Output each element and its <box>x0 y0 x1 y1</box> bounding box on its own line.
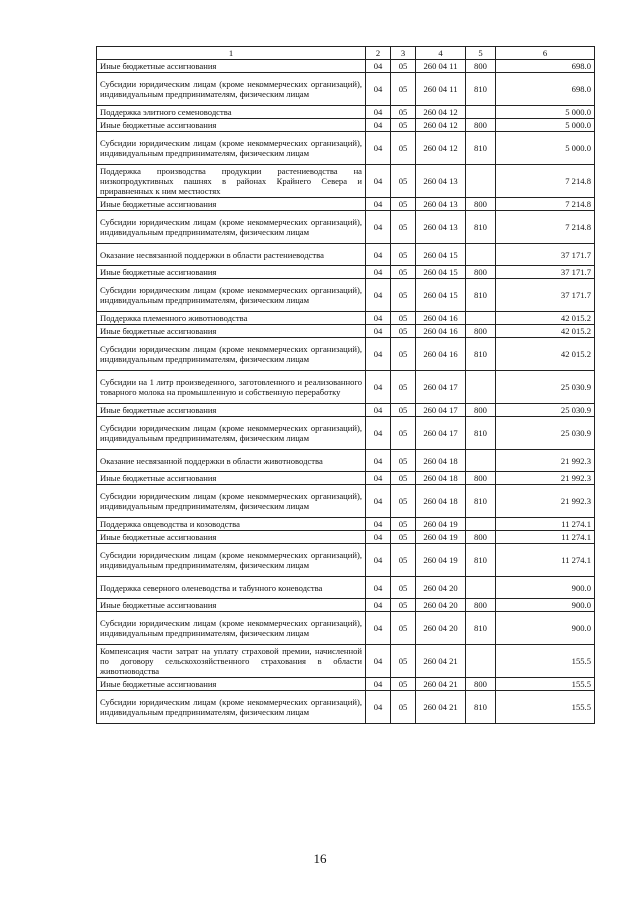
row-subsection-cell: 05 <box>391 73 416 106</box>
table-row <box>97 544 595 577</box>
row-target-code-cell: 260 04 16 <box>416 312 466 325</box>
budget-table <box>96 46 595 724</box>
row-expense-type-cell: 810 <box>466 73 496 106</box>
row-amount-cell: 37 171.7 <box>496 279 595 312</box>
row-name-cell: Иные бюджетные ассигнования <box>97 325 366 338</box>
table-row <box>97 211 595 244</box>
row-amount-cell: 7 214.8 <box>496 211 595 244</box>
row-amount-cell: 698.0 <box>496 60 595 73</box>
row-section-cell: 04 <box>366 312 391 325</box>
row-amount-cell: 42 015.2 <box>496 338 595 371</box>
row-name-cell: Поддержка овцеводства и козоводства <box>97 518 366 531</box>
row-name-cell: Субсидии на 1 литр произведенного, заготовленного и реализованного товарного молока на промышленную и собственную переработку <box>97 371 366 404</box>
row-amount-cell: 37 171.7 <box>496 244 595 266</box>
row-subsection-cell: 05 <box>391 279 416 312</box>
row-target-code-cell: 260 04 17 <box>416 417 466 450</box>
row-amount-cell: 42 015.2 <box>496 312 595 325</box>
row-subsection-cell: 05 <box>391 472 416 485</box>
row-subsection-cell: 05 <box>391 244 416 266</box>
table-row <box>97 338 595 371</box>
row-expense-type-cell: 800 <box>466 599 496 612</box>
row-target-code-cell: 260 04 13 <box>416 165 466 198</box>
row-target-code-cell: 260 04 12 <box>416 132 466 165</box>
row-expense-type-cell <box>466 106 496 119</box>
row-expense-type-cell <box>466 518 496 531</box>
row-target-code-cell: 260 04 18 <box>416 485 466 518</box>
row-name-cell: Оказание несвязанной поддержки в области растениеводства <box>97 244 366 266</box>
row-section-cell: 04 <box>366 60 391 73</box>
table-row <box>97 371 595 404</box>
row-expense-type-cell: 800 <box>466 472 496 485</box>
row-name-cell: Субсидии юридическим лицам (кроме некоммерческих организаций), индивидуальным предпринимателям, физическим лицам <box>97 612 366 645</box>
table-row <box>97 106 595 119</box>
table-row <box>97 119 595 132</box>
row-section-cell: 04 <box>366 417 391 450</box>
row-expense-type-cell: 810 <box>466 485 496 518</box>
row-amount-cell: 11 274.1 <box>496 531 595 544</box>
table-row <box>97 678 595 691</box>
row-target-code-cell: 260 04 16 <box>416 325 466 338</box>
row-section-cell: 04 <box>366 338 391 371</box>
row-target-code-cell: 260 04 12 <box>416 106 466 119</box>
row-name-cell: Субсидии юридическим лицам (кроме некоммерческих организаций), индивидуальным предпринимателям, физическим лицам <box>97 338 366 371</box>
row-target-code-cell: 260 04 11 <box>416 60 466 73</box>
row-section-cell: 04 <box>366 485 391 518</box>
row-amount-cell: 155.5 <box>496 645 595 678</box>
row-subsection-cell: 05 <box>391 211 416 244</box>
header-cell-6: 6 <box>496 47 595 60</box>
row-name-cell: Субсидии юридическим лицам (кроме некоммерческих организаций), индивидуальным предпринимателям, физическим лицам <box>97 279 366 312</box>
row-subsection-cell: 05 <box>391 371 416 404</box>
table-row <box>97 518 595 531</box>
row-section-cell: 04 <box>366 577 391 599</box>
row-amount-cell: 37 171.7 <box>496 266 595 279</box>
row-amount-cell: 21 992.3 <box>496 485 595 518</box>
row-target-code-cell: 260 04 13 <box>416 198 466 211</box>
row-name-cell: Иные бюджетные ассигнования <box>97 678 366 691</box>
row-section-cell: 04 <box>366 371 391 404</box>
row-name-cell: Поддержка элитного семеноводства <box>97 106 366 119</box>
row-expense-type-cell: 810 <box>466 691 496 724</box>
row-subsection-cell: 05 <box>391 577 416 599</box>
row-section-cell: 04 <box>366 165 391 198</box>
row-amount-cell: 25 030.9 <box>496 417 595 450</box>
header-cell-2: 2 <box>366 47 391 60</box>
row-subsection-cell: 05 <box>391 266 416 279</box>
row-subsection-cell: 05 <box>391 678 416 691</box>
row-subsection-cell: 05 <box>391 325 416 338</box>
row-subsection-cell: 05 <box>391 198 416 211</box>
row-amount-cell: 900.0 <box>496 577 595 599</box>
table-row <box>97 244 595 266</box>
row-expense-type-cell: 800 <box>466 198 496 211</box>
row-expense-type-cell: 810 <box>466 132 496 165</box>
row-amount-cell: 7 214.8 <box>496 198 595 211</box>
row-amount-cell: 155.5 <box>496 678 595 691</box>
row-subsection-cell: 05 <box>391 132 416 165</box>
row-amount-cell: 5 000.0 <box>496 132 595 165</box>
row-name-cell: Субсидии юридическим лицам (кроме некоммерческих организаций), индивидуальным предпринимателям, физическим лицам <box>97 73 366 106</box>
row-subsection-cell: 05 <box>391 518 416 531</box>
row-expense-type-cell <box>466 165 496 198</box>
row-target-code-cell: 260 04 21 <box>416 645 466 678</box>
table-row <box>97 325 595 338</box>
row-section-cell: 04 <box>366 691 391 724</box>
row-target-code-cell: 260 04 19 <box>416 518 466 531</box>
row-section-cell: 04 <box>366 266 391 279</box>
row-target-code-cell: 260 04 11 <box>416 73 466 106</box>
row-name-cell: Оказание несвязанной поддержки в области животноводства <box>97 450 366 472</box>
row-name-cell: Субсидии юридическим лицам (кроме некоммерческих организаций), индивидуальным предпринимателям, физическим лицам <box>97 417 366 450</box>
row-section-cell: 04 <box>366 119 391 132</box>
row-section-cell: 04 <box>366 518 391 531</box>
table-row <box>97 577 595 599</box>
row-name-cell: Иные бюджетные ассигнования <box>97 60 366 73</box>
row-target-code-cell: 260 04 20 <box>416 612 466 645</box>
table-row <box>97 645 595 678</box>
row-target-code-cell: 260 04 19 <box>416 544 466 577</box>
row-name-cell: Поддержка производства продукции растениеводства на низкопродуктивных пашнях в районах Крайнего Севера и приравненных к ним местностях <box>97 165 366 198</box>
row-subsection-cell: 05 <box>391 106 416 119</box>
row-name-cell: Иные бюджетные ассигнования <box>97 472 366 485</box>
table-row <box>97 132 595 165</box>
header-cell-4: 4 <box>416 47 466 60</box>
row-expense-type-cell: 800 <box>466 60 496 73</box>
row-section-cell: 04 <box>366 325 391 338</box>
row-subsection-cell: 05 <box>391 450 416 472</box>
row-amount-cell: 7 214.8 <box>496 165 595 198</box>
row-target-code-cell: 260 04 20 <box>416 599 466 612</box>
table-row <box>97 417 595 450</box>
row-section-cell: 04 <box>366 450 391 472</box>
row-target-code-cell: 260 04 18 <box>416 472 466 485</box>
row-section-cell: 04 <box>366 404 391 417</box>
row-amount-cell: 11 274.1 <box>496 518 595 531</box>
row-section-cell: 04 <box>366 73 391 106</box>
row-section-cell: 04 <box>366 106 391 119</box>
row-section-cell: 04 <box>366 599 391 612</box>
row-subsection-cell: 05 <box>391 544 416 577</box>
table-row <box>97 485 595 518</box>
page-number: 16 <box>313 851 327 866</box>
row-expense-type-cell: 800 <box>466 678 496 691</box>
row-amount-cell: 5 000.0 <box>496 106 595 119</box>
row-name-cell: Субсидии юридическим лицам (кроме некоммерческих организаций), индивидуальным предпринимателям, физическим лицам <box>97 211 366 244</box>
row-name-cell: Компенсация части затрат на уплату страховой премии, начисленной по договору сельскохозяйственного страхования в области животноводства <box>97 645 366 678</box>
table-row <box>97 279 595 312</box>
row-expense-type-cell: 810 <box>466 338 496 371</box>
row-target-code-cell: 260 04 16 <box>416 338 466 371</box>
header-cell-3: 3 <box>391 47 416 60</box>
row-subsection-cell: 05 <box>391 119 416 132</box>
table-row <box>97 599 595 612</box>
row-expense-type-cell: 810 <box>466 544 496 577</box>
table-row <box>97 312 595 325</box>
row-subsection-cell: 05 <box>391 312 416 325</box>
row-amount-cell: 5 000.0 <box>496 119 595 132</box>
row-target-code-cell: 260 04 17 <box>416 404 466 417</box>
table-row <box>97 198 595 211</box>
table-row <box>97 404 595 417</box>
row-name-cell: Иные бюджетные ассигнования <box>97 531 366 544</box>
table-row <box>97 472 595 485</box>
row-target-code-cell: 260 04 21 <box>416 678 466 691</box>
row-section-cell: 04 <box>366 472 391 485</box>
row-expense-type-cell: 800 <box>466 325 496 338</box>
row-expense-type-cell <box>466 577 496 599</box>
row-name-cell: Поддержка племенного животноводства <box>97 312 366 325</box>
row-amount-cell: 21 992.3 <box>496 450 595 472</box>
table-row <box>97 612 595 645</box>
row-name-cell: Субсидии юридическим лицам (кроме некоммерческих организаций), индивидуальным предпринимателям, физическим лицам <box>97 132 366 165</box>
row-expense-type-cell: 800 <box>466 266 496 279</box>
row-expense-type-cell <box>466 312 496 325</box>
table-row <box>97 73 595 106</box>
row-expense-type-cell: 810 <box>466 417 496 450</box>
row-amount-cell: 42 015.2 <box>496 325 595 338</box>
row-expense-type-cell: 810 <box>466 612 496 645</box>
row-target-code-cell: 260 04 17 <box>416 371 466 404</box>
row-expense-type-cell <box>466 450 496 472</box>
header-cell-5: 5 <box>466 47 496 60</box>
row-section-cell: 04 <box>366 612 391 645</box>
row-target-code-cell: 260 04 20 <box>416 577 466 599</box>
row-subsection-cell: 05 <box>391 531 416 544</box>
row-subsection-cell: 05 <box>391 485 416 518</box>
row-expense-type-cell: 800 <box>466 404 496 417</box>
row-expense-type-cell: 800 <box>466 531 496 544</box>
row-subsection-cell: 05 <box>391 417 416 450</box>
row-expense-type-cell <box>466 645 496 678</box>
table-row <box>97 266 595 279</box>
table-row <box>97 60 595 73</box>
row-expense-type-cell <box>466 244 496 266</box>
row-amount-cell: 25 030.9 <box>496 404 595 417</box>
row-subsection-cell: 05 <box>391 404 416 417</box>
row-name-cell: Иные бюджетные ассигнования <box>97 198 366 211</box>
row-section-cell: 04 <box>366 645 391 678</box>
row-section-cell: 04 <box>366 544 391 577</box>
row-subsection-cell: 05 <box>391 165 416 198</box>
row-name-cell: Субсидии юридическим лицам (кроме некоммерческих организаций), индивидуальным предпринимателям, физическим лицам <box>97 544 366 577</box>
row-section-cell: 04 <box>366 211 391 244</box>
row-section-cell: 04 <box>366 244 391 266</box>
row-section-cell: 04 <box>366 678 391 691</box>
row-target-code-cell: 260 04 15 <box>416 266 466 279</box>
row-subsection-cell: 05 <box>391 599 416 612</box>
row-amount-cell: 900.0 <box>496 612 595 645</box>
row-name-cell: Субсидии юридическим лицам (кроме некоммерческих организаций), индивидуальным предпринимателям, физическим лицам <box>97 691 366 724</box>
row-target-code-cell: 260 04 21 <box>416 691 466 724</box>
row-amount-cell: 155.5 <box>496 691 595 724</box>
row-expense-type-cell: 810 <box>466 279 496 312</box>
row-target-code-cell: 260 04 19 <box>416 531 466 544</box>
row-section-cell: 04 <box>366 198 391 211</box>
row-subsection-cell: 05 <box>391 645 416 678</box>
row-name-cell: Иные бюджетные ассигнования <box>97 404 366 417</box>
row-section-cell: 04 <box>366 279 391 312</box>
row-expense-type-cell: 810 <box>466 211 496 244</box>
row-name-cell: Иные бюджетные ассигнования <box>97 119 366 132</box>
row-name-cell: Иные бюджетные ассигнования <box>97 599 366 612</box>
budget-table-sheet <box>96 46 594 724</box>
table-row <box>97 531 595 544</box>
header-cell-1: 1 <box>97 47 366 60</box>
row-target-code-cell: 260 04 15 <box>416 279 466 312</box>
row-expense-type-cell <box>466 371 496 404</box>
row-target-code-cell: 260 04 15 <box>416 244 466 266</box>
row-name-cell: Субсидии юридическим лицам (кроме некоммерческих организаций), индивидуальным предпринимателям, физическим лицам <box>97 485 366 518</box>
row-amount-cell: 25 030.9 <box>496 371 595 404</box>
table-row <box>97 450 595 472</box>
row-amount-cell: 900.0 <box>496 599 595 612</box>
row-name-cell: Иные бюджетные ассигнования <box>97 266 366 279</box>
row-amount-cell: 698.0 <box>496 73 595 106</box>
row-subsection-cell: 05 <box>391 691 416 724</box>
row-target-code-cell: 260 04 12 <box>416 119 466 132</box>
row-expense-type-cell: 800 <box>466 119 496 132</box>
table-header-row <box>97 47 595 60</box>
row-name-cell: Поддержка северного оленеводства и табунного коневодства <box>97 577 366 599</box>
row-subsection-cell: 05 <box>391 612 416 645</box>
row-subsection-cell: 05 <box>391 60 416 73</box>
table-row <box>97 165 595 198</box>
row-amount-cell: 21 992.3 <box>496 472 595 485</box>
row-section-cell: 04 <box>366 132 391 165</box>
row-subsection-cell: 05 <box>391 338 416 371</box>
row-section-cell: 04 <box>366 531 391 544</box>
row-amount-cell: 11 274.1 <box>496 544 595 577</box>
row-target-code-cell: 260 04 18 <box>416 450 466 472</box>
budget-table-body <box>97 47 595 724</box>
row-target-code-cell: 260 04 13 <box>416 211 466 244</box>
table-row <box>97 691 595 724</box>
